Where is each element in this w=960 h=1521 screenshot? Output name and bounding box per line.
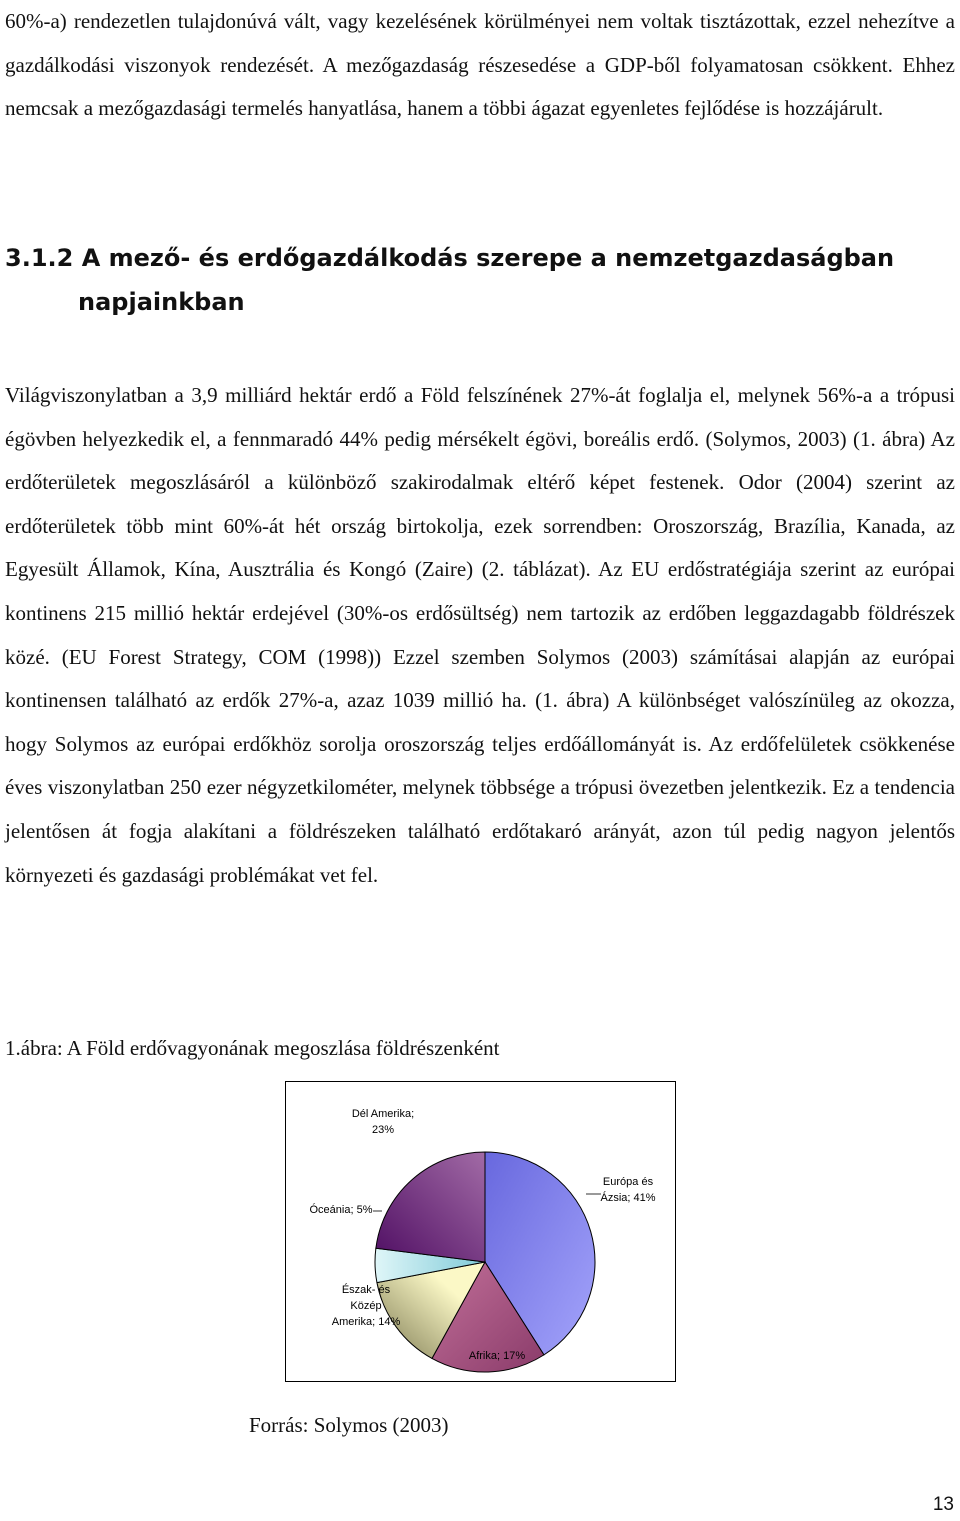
figure-caption: 1.ábra: A Föld erdővagyonának megoszlása földrészenként: [5, 1036, 500, 1060]
pie-label-south-america: Dél Amerika; 23%: [351, 1108, 415, 1136]
pie-label-north-central-america: Észak- és Közép Amerika; 14%: [331, 1284, 401, 1328]
intro-paragraph: 60%-a) rendezetlen tulajdonúvá vált, vagy kezelésének körülményei nem voltak tisztázottak, ezzel nehezítve a gazdálkodási viszonyok rendezését. A mezőgazdaság részesedése a GDP-ből folyamatosan csökkent. Ehhez nemcsak a mezőgazdasági termelés hanyatlása, hanem a többi ágazat egyenletes fejlődése is hozzájárult.: [5, 9, 955, 121]
pie-label-europe-asia: Európa és Ázsia; 41%: [600, 1176, 656, 1204]
pie-label-africa: Afrika; 17%: [468, 1350, 526, 1362]
pie-chart: [286, 1082, 675, 1381]
pie-chart-frame: [285, 1081, 676, 1382]
section-heading-line2: napjainkban: [78, 288, 245, 316]
body-paragraph: Világviszonylatban a 3,9 milliárd hektár erdő a Föld felszínének 27%-át foglalja el, melynek 56%-a a trópusi égövben helyezkedik el, a fennmaradó 44% pedig mérsékelt égövi, boreális erdő. (Solymos, 2003) (1. ábra) Az erdőterületek megoszlásáról a különböző szakirodalmak eltérő képet festenek. Odor (2004) szerint az erdőterületek több mint 60%-át hét ország birtokolja, ezek sorrendben: Oroszország, Brazília, Kanada, az Egyesült Államok, Kína, Ausztrália és Kongó (Zaire) (2. táblázat). Az EU erdőstratégiája szerint az európai kontinens 215 millió hektár erdejével (30%-os erdősültség) nem tartozik az erdőben leggazdagabb földrészek közé. (EU Forest Strategy, COM (1998)) Ezzel szemben Solymos (2003) számításai alapján az európai kontinensen található az erdők 27%-a, azaz 1039 millió ha. (1. ábra) A különbséget valószínüleg az okozza, hogy Solymos az európai erdőkhöz sorolja oroszország teljes erdőállományát is. Az erdőfelületek csökkenése éves viszonylatban 250 ezer négyzetkilométer, melynek többsége a trópusi övezetben jelentkezik. Ez a tendencia jelentősen át fogja alakítani a földrészeken található erdőtakaró arányát, azon túl pedig nagyon jelentős környezeti és gazdasági problémákat vet fel.: [5, 383, 955, 887]
section-heading-line1: 3.1.2 A mező- és erdőgazdálkodás szerepe a nemzetgazdaságban: [5, 244, 895, 272]
pie-slice-south-america: [376, 1152, 485, 1262]
figure-source: Forrás: Solymos (2003): [249, 1413, 449, 1437]
pie-label-oceania: Óceánia; 5%: [309, 1204, 373, 1216]
page-number: 13: [932, 1494, 954, 1515]
section-heading: [5, 236, 945, 324]
